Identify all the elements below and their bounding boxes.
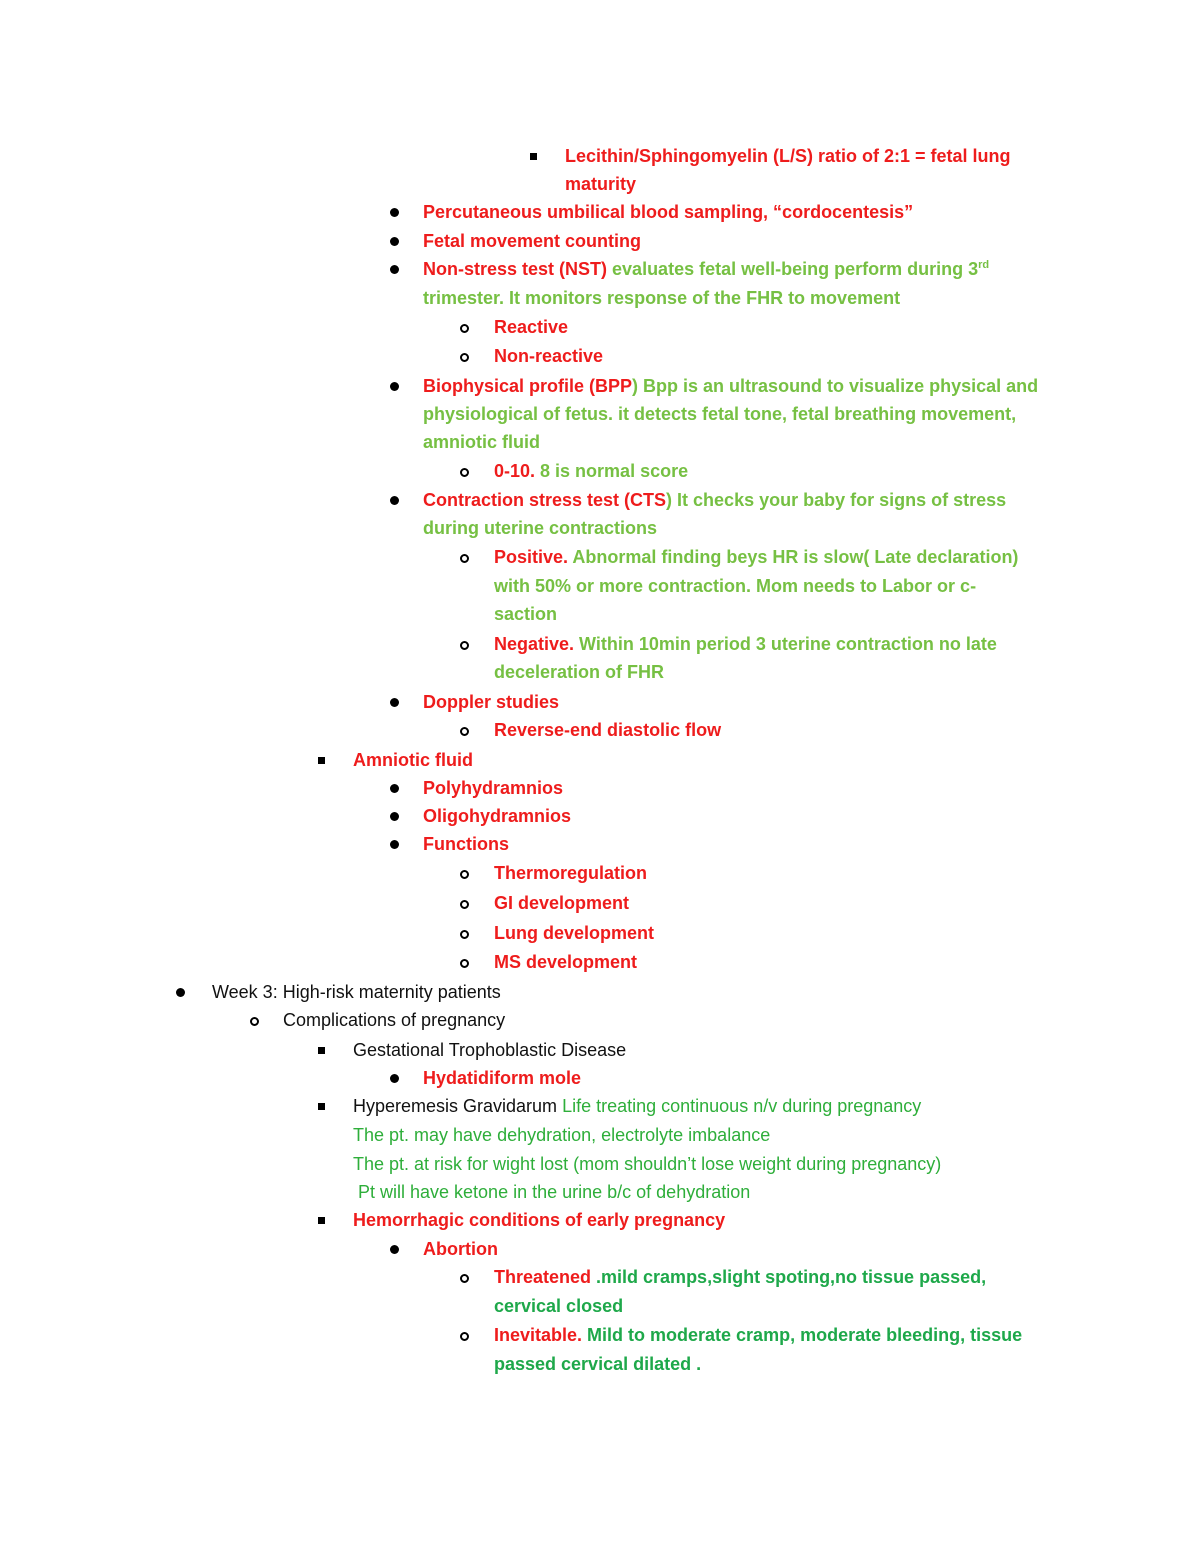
term: 0-10. — [494, 461, 536, 481]
definition: Within 10min period 3 uterine contraction no late — [574, 634, 997, 654]
disc-bullet-icon — [390, 496, 399, 505]
term: Non-stress test (NST) — [423, 259, 608, 279]
list-text: Fetal movement counting — [423, 231, 642, 251]
list-text — [353, 1092, 921, 1121]
circle-bullet-icon — [460, 353, 469, 362]
list-text: Abortion — [423, 1239, 498, 1259]
list-text: The pt. may have dehydration, electrolyte imbalance — [353, 1125, 771, 1145]
square-bullet-icon — [318, 1217, 325, 1224]
disc-bullet-icon — [390, 784, 399, 793]
list-text: Reverse-end diastolic flow — [494, 720, 722, 740]
list-text: Oligohydramnios — [423, 806, 572, 826]
list-text — [494, 457, 688, 486]
term: Negative. — [494, 634, 575, 654]
list-text: MS development — [494, 952, 638, 972]
list-text: amniotic fluid — [423, 432, 540, 452]
list-text: Amniotic fluid — [353, 750, 473, 770]
disc-bullet-icon — [390, 812, 399, 821]
square-bullet-icon — [318, 757, 325, 764]
list-text — [423, 255, 989, 284]
square-bullet-icon — [318, 1103, 325, 1110]
definition: Abnormal finding beys HR is slow( Late declaration) — [568, 547, 1019, 567]
disc-bullet-icon — [390, 265, 399, 274]
term: Inevitable. — [494, 1325, 583, 1345]
definition: Life treating continuous n/v during pregnancy — [562, 1096, 922, 1116]
circle-bullet-icon — [460, 1332, 469, 1341]
definition: .mild cramps,slight spoting,no tissue passed, — [596, 1267, 987, 1287]
circle-bullet-icon — [460, 468, 469, 477]
list-text: Functions — [423, 834, 509, 854]
definition: ) It checks your baby for signs of stress — [666, 490, 1007, 510]
list-text: The pt. at risk for wight lost (mom shouldn’t lose weight during pregnancy) — [353, 1154, 942, 1174]
list-text — [423, 486, 1006, 515]
disc-bullet-icon — [390, 1245, 399, 1254]
list-text: Hydatidiform mole — [423, 1068, 582, 1088]
list-text: Thermoregulation — [494, 863, 648, 883]
circle-bullet-icon — [460, 641, 469, 650]
circle-bullet-icon — [460, 930, 469, 939]
disc-bullet-icon — [390, 840, 399, 849]
circle-bullet-icon — [460, 870, 469, 879]
list-text: Percutaneous umbilical blood sampling, “cordocentesis” — [423, 202, 914, 222]
list-text: Doppler studies — [423, 692, 560, 712]
disc-bullet-icon — [390, 382, 399, 391]
list-text: saction — [494, 604, 558, 624]
circle-bullet-icon — [250, 1017, 259, 1026]
circle-bullet-icon — [460, 554, 469, 563]
list-text: passed cervical dilated . — [494, 1354, 702, 1374]
list-text: deceleration of FHR — [494, 662, 665, 682]
list-text: during uterine contractions — [423, 518, 658, 538]
list-text: Non-reactive — [494, 346, 604, 366]
list-text: with 50% or more contraction. Mom needs to Labor or c- — [494, 576, 977, 596]
circle-bullet-icon — [460, 1274, 469, 1283]
list-text: GI development — [494, 893, 630, 913]
term: Hyperemesis Gravidarum — [353, 1096, 563, 1116]
list-text — [494, 1263, 986, 1292]
definition: Mild to moderate cramp, moderate bleeding, tissue — [582, 1325, 1023, 1345]
list-text — [494, 630, 997, 659]
list-text: Gestational Trophoblastic Disease — [353, 1040, 627, 1060]
circle-bullet-icon — [460, 959, 469, 968]
list-text: Complications of pregnancy — [283, 1010, 506, 1030]
list-text: Lecithin/Sphingomyelin (L/S) ratio of 2:1 = fetal lung — [565, 146, 1011, 166]
definition: 8 is normal score — [535, 461, 689, 481]
square-bullet-icon — [530, 153, 537, 160]
disc-bullet-icon — [390, 1074, 399, 1083]
superscript: rd — [978, 259, 990, 271]
list-text: cervical closed — [494, 1296, 624, 1316]
term: Threatened — [494, 1267, 597, 1287]
list-text — [494, 543, 1018, 572]
disc-bullet-icon — [390, 237, 399, 246]
list-text: Hemorrhagic conditions of early pregnancy — [353, 1210, 726, 1230]
list-text: Reactive — [494, 317, 569, 337]
definition: ) Bpp is an ultrasound to visualize physical and — [632, 376, 1039, 396]
list-text: trimester. It monitors response of the FHR to movement — [423, 288, 901, 308]
list-text: Pt will have ketone in the urine b/c of dehydration — [358, 1182, 751, 1202]
list-text — [423, 372, 1038, 401]
term: Biophysical profile (BPP — [423, 376, 633, 396]
list-text: physiological of fetus. it detects fetal tone, fetal breathing movement, — [423, 404, 1017, 424]
list-text: Polyhydramnios — [423, 778, 564, 798]
list-text — [494, 1321, 1022, 1350]
circle-bullet-icon — [460, 900, 469, 909]
term: Contraction stress test (CTS — [423, 490, 667, 510]
disc-bullet-icon — [176, 988, 185, 997]
definition: evaluates fetal well-being perform during 3 — [607, 259, 979, 279]
circle-bullet-icon — [460, 324, 469, 333]
section-heading: Week 3: High-risk maternity patients — [212, 982, 501, 1002]
list-text: maturity — [565, 174, 637, 194]
circle-bullet-icon — [460, 727, 469, 736]
square-bullet-icon — [318, 1047, 325, 1054]
disc-bullet-icon — [390, 208, 399, 217]
term: Positive. — [494, 547, 569, 567]
list-text: Lung development — [494, 923, 655, 943]
disc-bullet-icon — [390, 698, 399, 707]
